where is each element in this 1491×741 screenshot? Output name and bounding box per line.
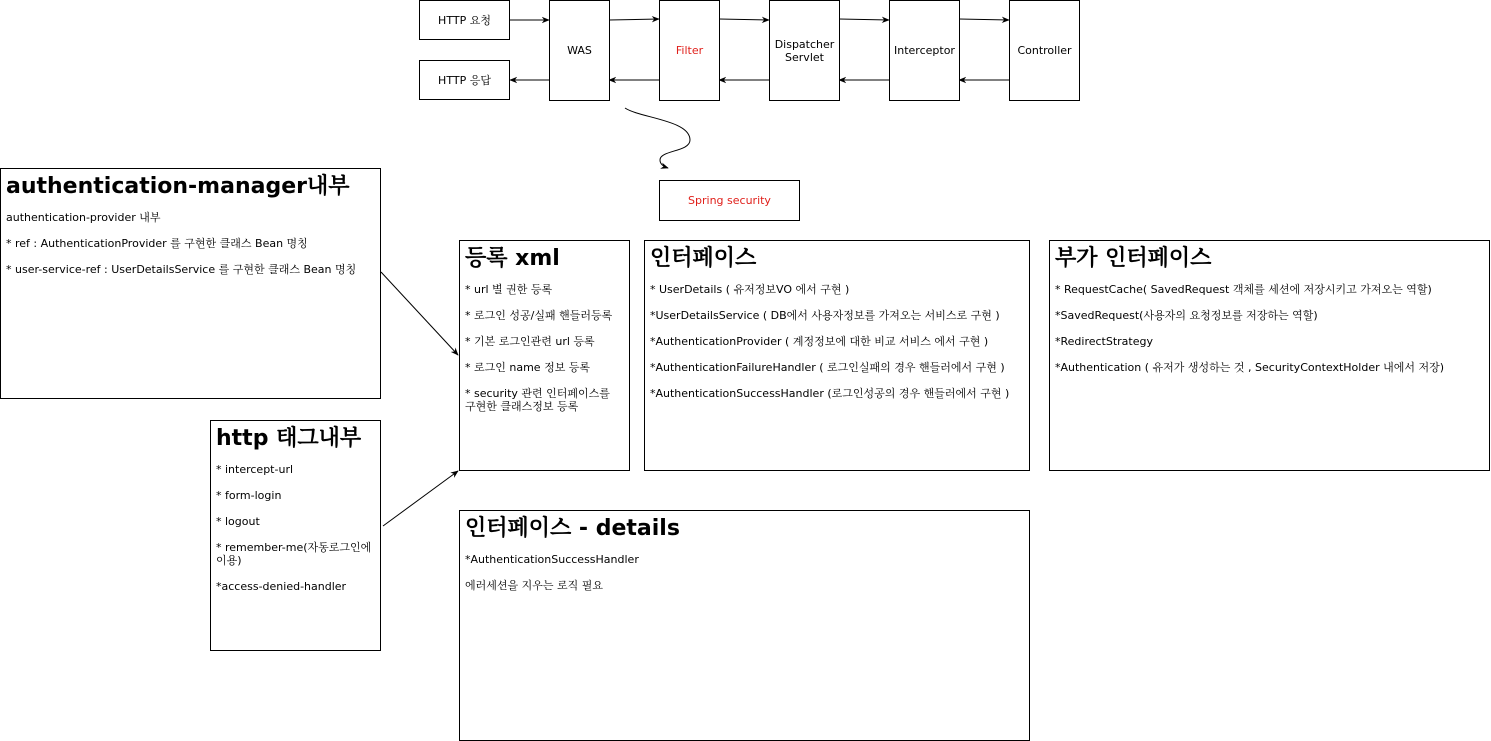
list-item: * ref : AuthenticationProvider 를 구현한 클래스 Bean 명칭 xyxy=(6,237,308,250)
list-item: * security 관련 인터페이스를 구현한 클래스정보 등록 xyxy=(465,387,610,413)
was-node xyxy=(549,0,610,101)
list-item: * form-login xyxy=(216,489,282,502)
list-item: 에러세션을 지우는 로직 필요 xyxy=(465,579,604,592)
auth-manager-panel xyxy=(0,168,381,399)
list-item: * 로그인 name 정보 등록 xyxy=(465,361,591,374)
spring-security-node xyxy=(659,180,800,221)
list-item: *AuthenticationFailureHandler ( 로그인실패의 경우 핸들러에서 구현 ) xyxy=(650,361,1005,374)
arrow-interceptor-to-controller xyxy=(959,19,1009,20)
interceptor-label: Interceptor xyxy=(894,44,955,57)
register-xml-panel xyxy=(459,240,630,471)
list-item: *access-denied-handler xyxy=(216,580,347,593)
list-item: * logout xyxy=(216,515,260,528)
auth-manager-list xyxy=(6,237,375,276)
interfaces-panel xyxy=(644,240,1030,471)
list-item: *AuthenticationSuccessHandler (로그인성공의 경우 핸들러에서 구현 ) xyxy=(650,387,1010,400)
list-item: * RequestCache( SavedRequest 객체를 세션에 저장시키고 가져오는 역할) xyxy=(1055,283,1432,296)
filter-label: Filter xyxy=(675,44,704,57)
list-item: *SavedRequest(사용자의 요청정보를 저장하는 역할) xyxy=(1055,309,1318,322)
controller-label: Controller xyxy=(1017,44,1072,57)
list-item: * intercept-url xyxy=(216,463,294,476)
arrow-was-to-filter xyxy=(609,19,659,20)
interfaces-list xyxy=(650,283,1024,400)
dispatcher-label-line2: Servlet xyxy=(785,50,824,64)
extra-interfaces-title: 부가 인터페이스 xyxy=(1055,246,1212,271)
auth-manager-title: authentication-manager내부 xyxy=(6,174,350,199)
extra-interfaces-list xyxy=(1055,283,1484,374)
http-response-node xyxy=(419,60,510,100)
was-label: WAS xyxy=(567,44,592,57)
interface-details-panel xyxy=(459,510,1030,741)
interface-details-title: 인터페이스 - details xyxy=(465,516,680,541)
list-item: *UserDetailsService ( DB에서 사용자정보를 가져오는 서비스로 구현 ) xyxy=(650,309,1000,322)
list-item: * url 별 권한 등록 xyxy=(465,283,553,296)
controller-node xyxy=(1009,0,1080,101)
list-item: *AuthenticationSuccessHandler xyxy=(465,553,639,566)
register-xml-list xyxy=(465,283,624,413)
dispatcher-servlet-node xyxy=(769,0,840,101)
arrow-filter-to-dispatcher xyxy=(719,19,769,20)
interfaces-title: 인터페이스 xyxy=(650,246,757,271)
interceptor-node xyxy=(889,0,960,101)
dispatcher-label-line1: Dispatcher xyxy=(774,37,835,51)
arrow-filter-to-security xyxy=(625,108,690,168)
list-item: * UserDetails ( 유저정보VO 에서 구현 ) xyxy=(650,283,850,296)
list-item: * 로그인 성공/실패 핸들러등록 xyxy=(465,309,613,322)
http-response-label: HTTP 응답 xyxy=(438,73,491,87)
arrow-http-tag-to-register xyxy=(383,471,458,526)
spring-security-label: Spring security xyxy=(688,194,771,207)
list-item: *RedirectStrategy xyxy=(1055,335,1153,348)
register-xml-title: 등록 xml xyxy=(465,246,560,271)
arrow-auth-manager-to-register xyxy=(381,272,458,355)
interface-details-list xyxy=(465,553,1024,592)
list-item: * 기본 로그인관련 url 등록 xyxy=(465,335,595,348)
list-item: *Authentication ( 유저가 생성하는 것 , SecurityContextHolder 내에서 저장) xyxy=(1055,361,1445,374)
http-tag-title: http 태그내부 xyxy=(216,426,362,451)
list-item: * user-service-ref : UserDetailsService 를 구현한 클래스 Bean 명칭 xyxy=(6,263,357,276)
http-tag-list xyxy=(216,463,375,593)
list-item: *AuthenticationProvider ( 계정정보에 대한 비교 서비스 에서 구현 ) xyxy=(650,335,989,348)
http-tag-panel xyxy=(210,420,381,651)
filter-node xyxy=(659,0,720,101)
extra-interfaces-panel xyxy=(1049,240,1490,471)
http-request-node xyxy=(419,0,510,40)
list-item: * remember-me(자동로그인에 이용) xyxy=(216,541,372,567)
arrow-dispatcher-to-interceptor xyxy=(839,19,889,20)
auth-manager-subtitle: authentication-provider 내부 xyxy=(6,211,161,224)
http-request-label: HTTP 요청 xyxy=(438,13,491,27)
